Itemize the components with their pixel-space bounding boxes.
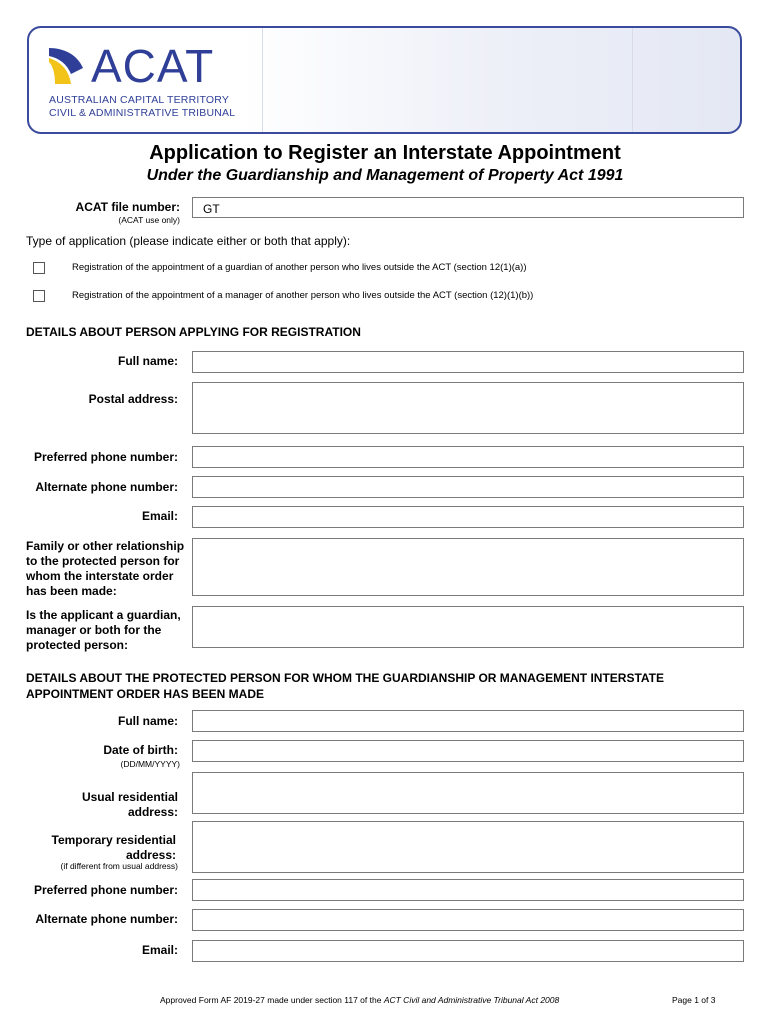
protected-preferred-phone-field[interactable] bbox=[192, 879, 744, 901]
protected-usual-address-label: Usual residential address: bbox=[81, 790, 178, 819]
form-title: Application to Register an Interstate Appointment bbox=[149, 142, 621, 164]
protected-usual-address-field[interactable] bbox=[192, 772, 744, 814]
applicant-preferred-phone-label: Preferred phone number: bbox=[33, 450, 178, 464]
relationship-label-line: has been made: bbox=[26, 584, 117, 598]
applicant-section-heading: DETAILS ABOUT PERSON APPLYING FOR REGISTRATION bbox=[26, 325, 361, 339]
applicant-role-label-line: Is the applicant a guardian, bbox=[26, 608, 181, 622]
temp-address-label-line: Temporary residential bbox=[51, 833, 176, 847]
applicant-full-name-label: Full name: bbox=[117, 354, 178, 368]
footer-approval bbox=[160, 995, 559, 1005]
protected-dob-format: (DD/MM/YYYY) bbox=[120, 759, 180, 769]
logo-wordmark: ACAT bbox=[91, 40, 215, 92]
file-number-field[interactable]: GT bbox=[192, 197, 744, 218]
applicant-alternate-phone-field[interactable] bbox=[192, 476, 744, 498]
page-number: Page 1 of 3 bbox=[672, 995, 716, 1005]
applicant-postal-address-field[interactable] bbox=[192, 382, 744, 434]
applicant-postal-address-label: Postal address: bbox=[88, 392, 178, 406]
relationship-label-line: whom the interstate order bbox=[26, 569, 174, 583]
protected-email-label: Email: bbox=[141, 943, 178, 957]
guardian-option-label: Registration of the appointment of a guardian of another person who lives outside the ACT (section 12(1)(a)) bbox=[72, 262, 527, 273]
file-number-label: ACAT file number: bbox=[75, 200, 180, 214]
protected-dob-label: Date of birth: bbox=[103, 743, 178, 757]
protected-temp-address-note: (if different from usual address) bbox=[60, 861, 178, 871]
application-type-prompt: Type of application (please indicate either or both that apply): bbox=[26, 234, 351, 248]
manager-checkbox[interactable] bbox=[33, 290, 45, 302]
protected-preferred-phone-label: Preferred phone number: bbox=[33, 883, 178, 897]
applicant-preferred-phone-field[interactable] bbox=[192, 446, 744, 468]
logo-subtitle-line: AUSTRALIAN CAPITAL TERRITORY bbox=[49, 94, 230, 106]
logo-subtitle-line: CIVIL & ADMINISTRATIVE TRIBUNAL bbox=[49, 107, 236, 119]
applicant-alternate-phone-label: Alternate phone number: bbox=[35, 480, 178, 494]
applicant-role-label bbox=[26, 608, 191, 653]
banner-divider bbox=[632, 28, 633, 132]
manager-option-label: Registration of the appointment of a manager of another person who lives outside the ACT (section (12)(1)(b)) bbox=[72, 290, 534, 301]
protected-email-field[interactable] bbox=[192, 940, 744, 962]
file-number-note: (ACAT use only) bbox=[118, 215, 180, 225]
relationship-label bbox=[26, 539, 191, 599]
relationship-label-line: Family or other relationship bbox=[26, 539, 185, 553]
relationship-field[interactable] bbox=[192, 538, 744, 596]
logo-subtitle bbox=[49, 94, 235, 120]
section-heading-line: APPOINTMENT ORDER HAS BEEN MADE bbox=[26, 687, 265, 701]
form-subtitle: Under the Guardianship and Management of Property Act 1991 bbox=[146, 167, 624, 184]
applicant-email-label: Email: bbox=[141, 509, 178, 523]
applicant-role-label-line: protected person: bbox=[26, 638, 129, 652]
applicant-role-label-line: manager or both for the bbox=[26, 623, 162, 637]
protected-temp-address-label bbox=[30, 833, 176, 863]
temp-address-label-line: address: bbox=[125, 848, 176, 862]
protected-person-section-heading bbox=[26, 670, 746, 702]
protected-alternate-phone-label: Alternate phone number: bbox=[35, 912, 178, 926]
applicant-role-field[interactable] bbox=[192, 606, 744, 648]
protected-full-name-label: Full name: bbox=[117, 714, 178, 728]
footer-act-name: ACT Civil and Administrative Tribunal Act 2008 bbox=[383, 995, 560, 1005]
protected-temp-address-field[interactable] bbox=[192, 821, 744, 873]
footer-approval-text: Approved Form AF 2019-27 made under section 117 of the bbox=[160, 995, 384, 1005]
protected-dob-field[interactable] bbox=[192, 740, 744, 762]
section-heading-line: DETAILS ABOUT THE PROTECTED PERSON FOR WHOM THE GUARDIANSHIP OR MANAGEMENT INTERSTATE bbox=[26, 671, 665, 685]
protected-full-name-field[interactable] bbox=[192, 710, 744, 732]
header-banner bbox=[27, 26, 742, 134]
relationship-label-line: to the protected person for bbox=[26, 554, 180, 568]
applicant-email-field[interactable] bbox=[192, 506, 744, 528]
guardian-checkbox[interactable] bbox=[33, 262, 45, 274]
banner-divider bbox=[262, 28, 263, 132]
protected-alternate-phone-field[interactable] bbox=[192, 909, 744, 931]
acat-logo-icon bbox=[47, 44, 87, 86]
applicant-full-name-field[interactable] bbox=[192, 351, 744, 373]
